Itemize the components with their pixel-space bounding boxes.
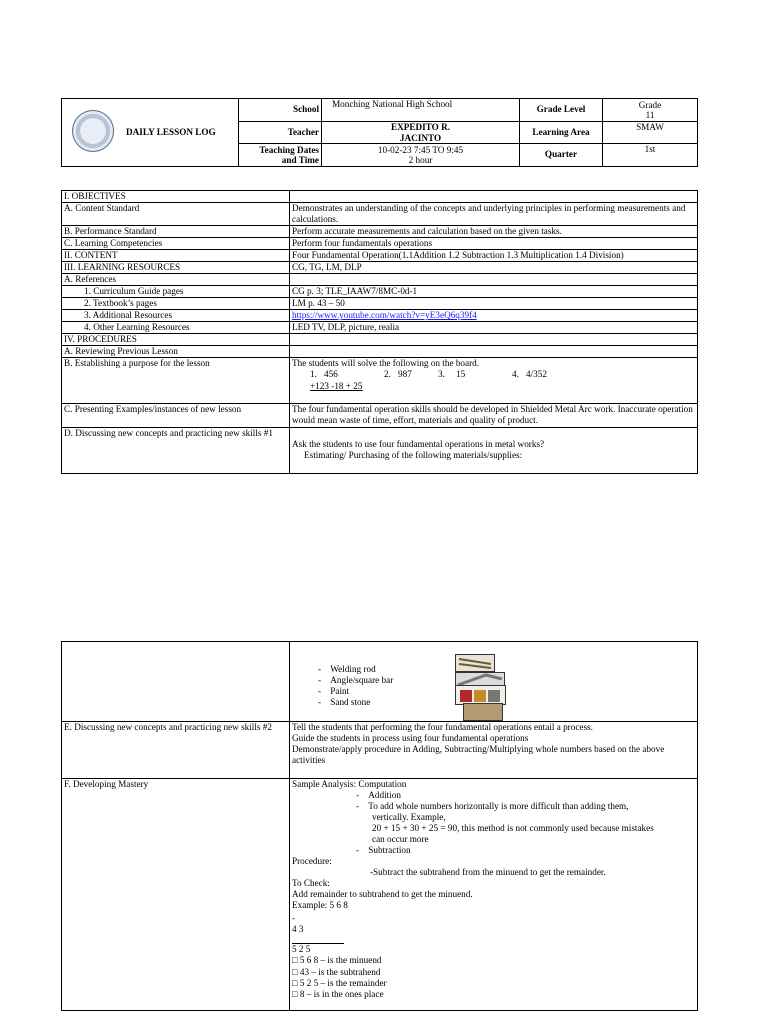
reviewing-value	[290, 346, 698, 358]
discussing1-line2: Estimating/ Purchasing of the following materials/supplies:	[304, 450, 523, 461]
list-item: - Paint	[318, 686, 350, 697]
textbook-value: LM p. 43 – 50	[290, 298, 698, 310]
quarter-value: 1st	[603, 144, 698, 167]
competencies-label: C. Learning Competencies	[62, 238, 290, 250]
resources-label: III. LEARNING RESOURCES	[62, 262, 290, 274]
table-row	[62, 642, 698, 722]
log-title: DAILY LESSON LOG	[124, 99, 239, 167]
other-label: 4. Other Learning Resources	[62, 322, 290, 334]
table-row	[62, 191, 698, 203]
table-row	[62, 298, 698, 310]
deped-seal-icon	[72, 110, 114, 152]
lesson-table-continued	[61, 641, 698, 1011]
references-value	[290, 274, 698, 286]
table-row	[62, 250, 698, 262]
table-row	[62, 358, 698, 404]
dates-label: Teaching Dates and Time	[239, 144, 322, 167]
problems-operands: +123 -18 + 25	[310, 380, 363, 391]
materials-cell	[290, 642, 698, 722]
discussing2-label: E. Discussing new concepts and practicing new skills #2	[62, 722, 290, 779]
textbook-label: 2. Textbook’s pages	[62, 298, 290, 310]
content-label: II. CONTENT	[62, 250, 290, 262]
area-value: SMAW	[603, 122, 698, 144]
table-row	[62, 322, 698, 334]
purpose-value	[290, 358, 698, 404]
content-value: Four Fundamental Operation(1.1Addition 1.2 Subtraction 1.3 Multiplication 1.4 Division)	[290, 250, 698, 262]
school-label: School	[239, 99, 322, 122]
mastery-label: F. Developing Mastery	[62, 779, 290, 1011]
problems-line: 1. 456 2. 987 3. 15 4. 4/352	[310, 369, 547, 380]
list-item: - Sand stone	[318, 697, 371, 708]
purpose-label: B. Establishing a purpose for the lesson	[62, 358, 290, 404]
grade-label: Grade Level	[520, 99, 603, 122]
other-value: LED TV, DLP, picture, realia	[290, 322, 698, 334]
materials-label	[62, 642, 290, 722]
table-row	[62, 286, 698, 298]
competencies-value: Perform four fundamentals operations	[290, 238, 698, 250]
paint-image	[455, 685, 506, 705]
table-row	[62, 779, 698, 1011]
table-row	[62, 262, 698, 274]
content-standard-label: A. Content Standard	[62, 203, 290, 226]
discussing1-value	[290, 428, 698, 474]
grade-value: Grade 11	[603, 99, 698, 122]
resources-value: CG, TG, LM, DLP	[290, 262, 698, 274]
presenting-value: The four fundamental operation skills should be developed in Shielded Metal Arc work. Inaccurate operation would mean waste of time, effort, materials and quality of product.	[290, 404, 698, 428]
deped-seal-cell	[62, 99, 125, 167]
sand-stone-image	[463, 703, 503, 721]
table-row	[62, 310, 698, 322]
discussing1-label: D. Discussing new concepts and practicing new skills #1	[62, 428, 290, 474]
discussing1-line1: Ask the students to use four fundamental operations in metal works?	[292, 439, 545, 450]
content-standard-value: Demonstrates an understanding of the concepts and underlying principles in performing measurements and calculations.	[290, 203, 698, 226]
list-item: - Welding rod	[318, 664, 376, 674]
dates-value: 10-02-23 7:45 TO 9:45 2 hour	[322, 144, 520, 167]
discussing2-value: Tell the students that performing the four fundamental operations entail a process. Guide the students in process using four fundamental operations Demonstrate/apply procedure in Adding, Subtracting/Multiplying whole numbers based on the above activities	[290, 722, 698, 779]
youtube-link[interactable]: https://www.youtube.com/watch?v=yE3eQ6q39f4	[292, 310, 477, 321]
table-row	[62, 404, 698, 428]
teacher-value: EXPEDITO R. JACINTO	[322, 122, 520, 144]
school-value: Monching National High School	[322, 99, 520, 122]
lesson-table	[61, 190, 698, 474]
procedures-label: IV. PROCEDURES	[62, 334, 290, 346]
mastery-value: Sample Analysis: Computation - Addition - To add whole numbers horizontally is more difficult than adding them, vertically. Example, 20 + 15 + 30 + 25 = 90, this method is not commonly used because mistakes can occur more - Subtraction Procedure: -Subtract the subtrahend from the minuend to get the remainder. To Check: Add remainder to subtrahend to get the minuend. Example: 5 6 8 - 4 3 5 2 5 □ 5 6 8 – is the minuend □ 43 – is the subtrahend □ 5 2 5 – is the remainder □ 8 – is in the ones place	[290, 779, 698, 1011]
teacher-label: Teacher	[239, 122, 322, 144]
table-row	[62, 428, 698, 474]
procedures-value	[290, 334, 698, 346]
table-row	[62, 238, 698, 250]
performance-standard-value: Perform accurate measurements and calculation based on the given tasks.	[290, 226, 698, 238]
curriculum-value: CG p. 3; TLE_IAAW7/8MC-0d-1	[290, 286, 698, 298]
presenting-label: C. Presenting Examples/instances of new lesson	[62, 404, 290, 428]
table-row	[62, 722, 698, 779]
curriculum-label: 1. Curriculum Guide pages	[62, 286, 290, 298]
references-label: A. References	[62, 274, 290, 286]
additional-value-cell	[290, 310, 698, 322]
welding-rod-image	[455, 654, 495, 672]
table-row	[62, 334, 698, 346]
table-row	[62, 346, 698, 358]
performance-standard-label: B. Performance Standard	[62, 226, 290, 238]
objectives-label: I. OBJECTIVES	[62, 191, 290, 203]
table-row	[62, 203, 698, 226]
reviewing-label: A. Reviewing Previous Lesson	[62, 346, 290, 358]
quarter-label: Quarter	[520, 144, 603, 167]
table-row	[62, 226, 698, 238]
purpose-line: The students will solve the following on the board.	[292, 358, 480, 369]
header-table	[61, 98, 698, 167]
list-item: - Angle/square bar	[318, 675, 394, 686]
area-label: Learning Area	[520, 122, 603, 144]
additional-label: 3. Additional Resources	[62, 310, 290, 322]
table-row	[62, 274, 698, 286]
objectives-value	[290, 191, 698, 203]
